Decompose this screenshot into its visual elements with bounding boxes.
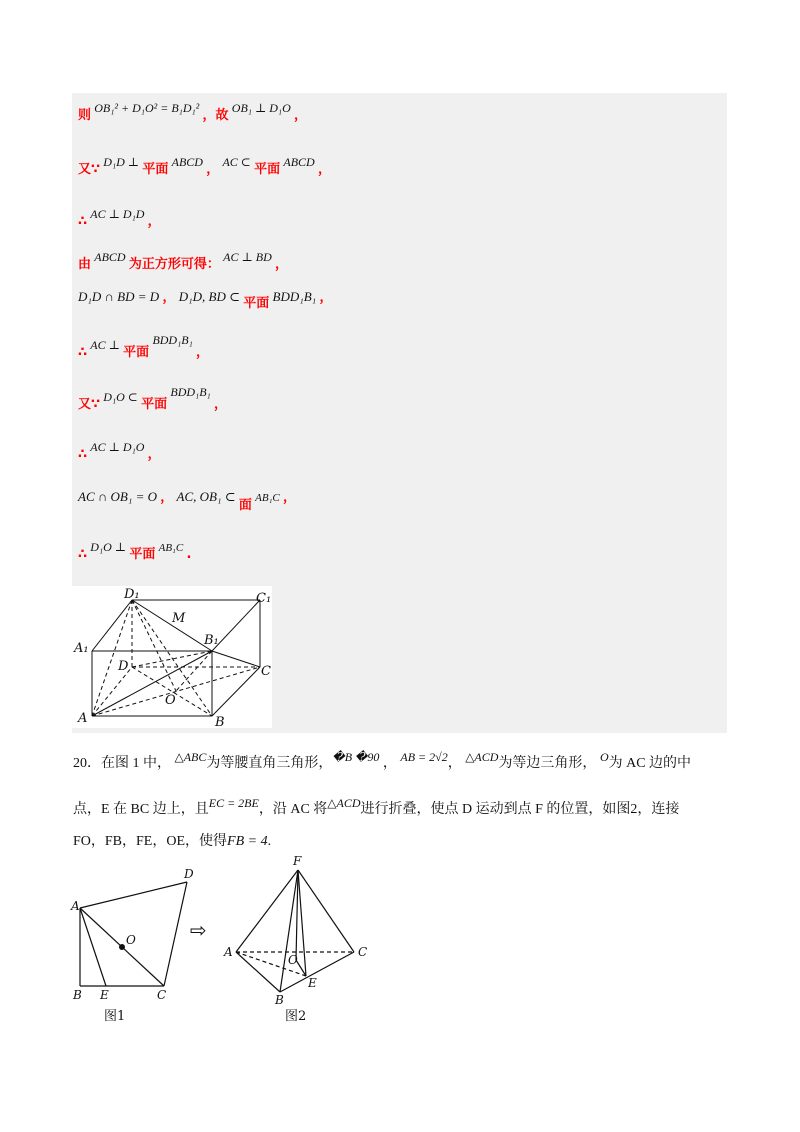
punct: ， — [213, 397, 227, 412]
edge-fe — [298, 870, 306, 976]
solution-line-1 — [78, 101, 308, 123]
q-text: FO，FB，FE，OE，使得 — [73, 834, 228, 849]
punct: ， — [196, 345, 210, 360]
punct: ， — [283, 490, 297, 505]
math-expr: BDD₁B₁ — [152, 333, 193, 347]
text-therefore: ∴ — [78, 345, 88, 360]
solution-line-10 — [78, 540, 192, 562]
question-line-1 — [73, 752, 691, 772]
label-a: A — [78, 711, 88, 726]
point-o — [119, 944, 125, 950]
q-text: ， — [447, 756, 462, 771]
label-b: B — [73, 988, 82, 1002]
punct: ， — [317, 162, 331, 177]
math-expr: ABCD — [171, 155, 203, 169]
label-d1: D₁ — [124, 587, 140, 602]
text-so: ，故 — [202, 108, 229, 123]
punct: ， — [160, 490, 174, 505]
edge-ab — [236, 952, 280, 992]
label-o: O — [126, 933, 136, 947]
math-expr: EC = 2BE — [208, 796, 259, 810]
text-plane: 平面 — [254, 162, 281, 177]
text-plane: 平面 — [123, 345, 150, 360]
text-therefore: ∴ — [78, 547, 88, 562]
q-text: 进行折叠，使点 D 运动到点 F 的位置，如图2，连接 — [360, 802, 680, 817]
math-expr: AB₁C — [255, 492, 280, 504]
label-o: O — [165, 693, 176, 708]
solution-line-5 — [78, 286, 333, 311]
math-expr: ABCD — [94, 250, 126, 264]
math-expr: AB = 2√2 — [400, 750, 448, 764]
label-d: D — [118, 659, 129, 674]
edge-fb — [280, 870, 298, 992]
punct: ， — [147, 447, 161, 462]
punct: . — [186, 547, 192, 562]
edge-dc — [164, 882, 187, 986]
solution-line-9 — [78, 486, 297, 513]
figure-2 — [222, 852, 377, 1007]
q-text: 为等边三角形， — [498, 756, 597, 771]
label-b: B — [275, 993, 284, 1007]
edge-ad — [80, 882, 187, 908]
math-expr: AC ⊥ D₁D — [90, 207, 145, 221]
math-expr: BDD₁B₁ — [170, 385, 211, 399]
text-because: 又∵ — [78, 162, 101, 177]
label-d: D — [184, 867, 194, 881]
solution-line-3 — [78, 207, 161, 229]
text-plane: 平面 — [142, 162, 169, 177]
math-expr: D₁D ∩ BD = D — [78, 289, 160, 304]
label-f: F — [293, 854, 302, 868]
q-text: 点，E 在 BC 边上，且 — [73, 802, 209, 817]
math-expr: AB₁C — [158, 542, 184, 554]
label-c1: C₁ — [256, 591, 272, 606]
solution-line-6 — [78, 333, 210, 360]
q-text: 在图 1 中， — [101, 756, 171, 771]
label-o: O — [288, 953, 298, 967]
label-c: C — [261, 664, 271, 679]
question-line-3 — [73, 830, 271, 850]
punct: ， — [319, 290, 333, 305]
solution-line-4 — [78, 250, 289, 272]
cuboid-figure — [72, 586, 272, 728]
math-expr: OB₁² + D₁O² = B₁D₁² — [94, 101, 200, 115]
math-expr: FB = 4 — [227, 834, 268, 849]
text-therefore: ∴ — [78, 447, 88, 462]
math-expr: AC ∩ OB₁ = O — [78, 489, 158, 504]
punct: ， — [294, 108, 308, 123]
punct: ， — [275, 257, 289, 272]
label-c: C — [358, 945, 368, 959]
math-expr: ABCD — [283, 155, 315, 169]
solution-line-8 — [78, 440, 161, 462]
text-then: 则 — [78, 108, 92, 123]
label-e: E — [100, 988, 109, 1002]
text-from: 由 — [78, 257, 92, 272]
punct: ， — [206, 162, 220, 177]
math-expr: D₁O ⊂ — [103, 390, 138, 404]
label-e: E — [308, 976, 317, 990]
punct: ， — [147, 214, 161, 229]
solution-line-7 — [78, 385, 227, 412]
math-expr: AC ⊥ — [90, 338, 120, 352]
label-b1: B₁ — [204, 633, 219, 648]
edge-fc — [298, 870, 354, 952]
question-number: 20． — [73, 756, 101, 771]
math-expr: AC, OB₁ ⊂ — [176, 489, 236, 504]
q-text: 为等腰直角三角形， — [206, 756, 333, 771]
punct: ， — [162, 290, 176, 305]
arrow-icon: ⇨ — [190, 918, 207, 942]
solution-line-2 — [78, 155, 331, 177]
math-expr: △ABC — [174, 750, 207, 764]
q-text: 为 AC 边的中 — [608, 756, 692, 771]
math-expr: AC ⊥ D₁O — [90, 440, 145, 454]
q-text: ，沿 AC 将 — [258, 802, 328, 817]
question-line-2 — [73, 798, 679, 818]
math-expr: OB₁ ⊥ D₁O — [231, 101, 291, 115]
math-expr: AC ⊥ BD — [223, 250, 272, 264]
math-expr: BDD₁B₁ — [272, 289, 317, 304]
math-expr: �B �90 — [332, 750, 380, 764]
math-expr: AC ⊂ — [222, 155, 251, 169]
label-a: A — [71, 899, 80, 913]
math-expr: △ACD — [465, 750, 499, 764]
text-therefore: ∴ — [78, 214, 88, 229]
label-a: A — [224, 945, 233, 959]
caption-fig1: 图1 — [104, 1009, 126, 1024]
math-expr: O — [599, 750, 609, 764]
label-m: M — [172, 611, 186, 626]
math-expr: D₁O ⊥ — [90, 540, 127, 554]
text-square: 为正方形可得： — [128, 257, 220, 272]
text-plane: 平面 — [243, 296, 270, 311]
label-c: C — [157, 988, 167, 1002]
text-plane: 平面 — [129, 547, 156, 562]
q-text: . — [267, 834, 272, 849]
label-b: B — [215, 715, 225, 728]
label-a1: A₁ — [74, 641, 89, 656]
text-because: 又∵ — [78, 397, 101, 412]
text-face: 面 — [238, 498, 252, 513]
caption-fig2: 图2 — [285, 1009, 307, 1024]
q-text: ， — [382, 756, 397, 771]
math-expr: D₁D ⊥ — [103, 155, 140, 169]
math-expr: D₁D, BD ⊂ — [178, 289, 240, 304]
text-plane: 平面 — [141, 397, 168, 412]
edge-fa — [236, 870, 298, 952]
figure-1 — [68, 862, 198, 1007]
math-expr: △ACD — [327, 796, 361, 810]
